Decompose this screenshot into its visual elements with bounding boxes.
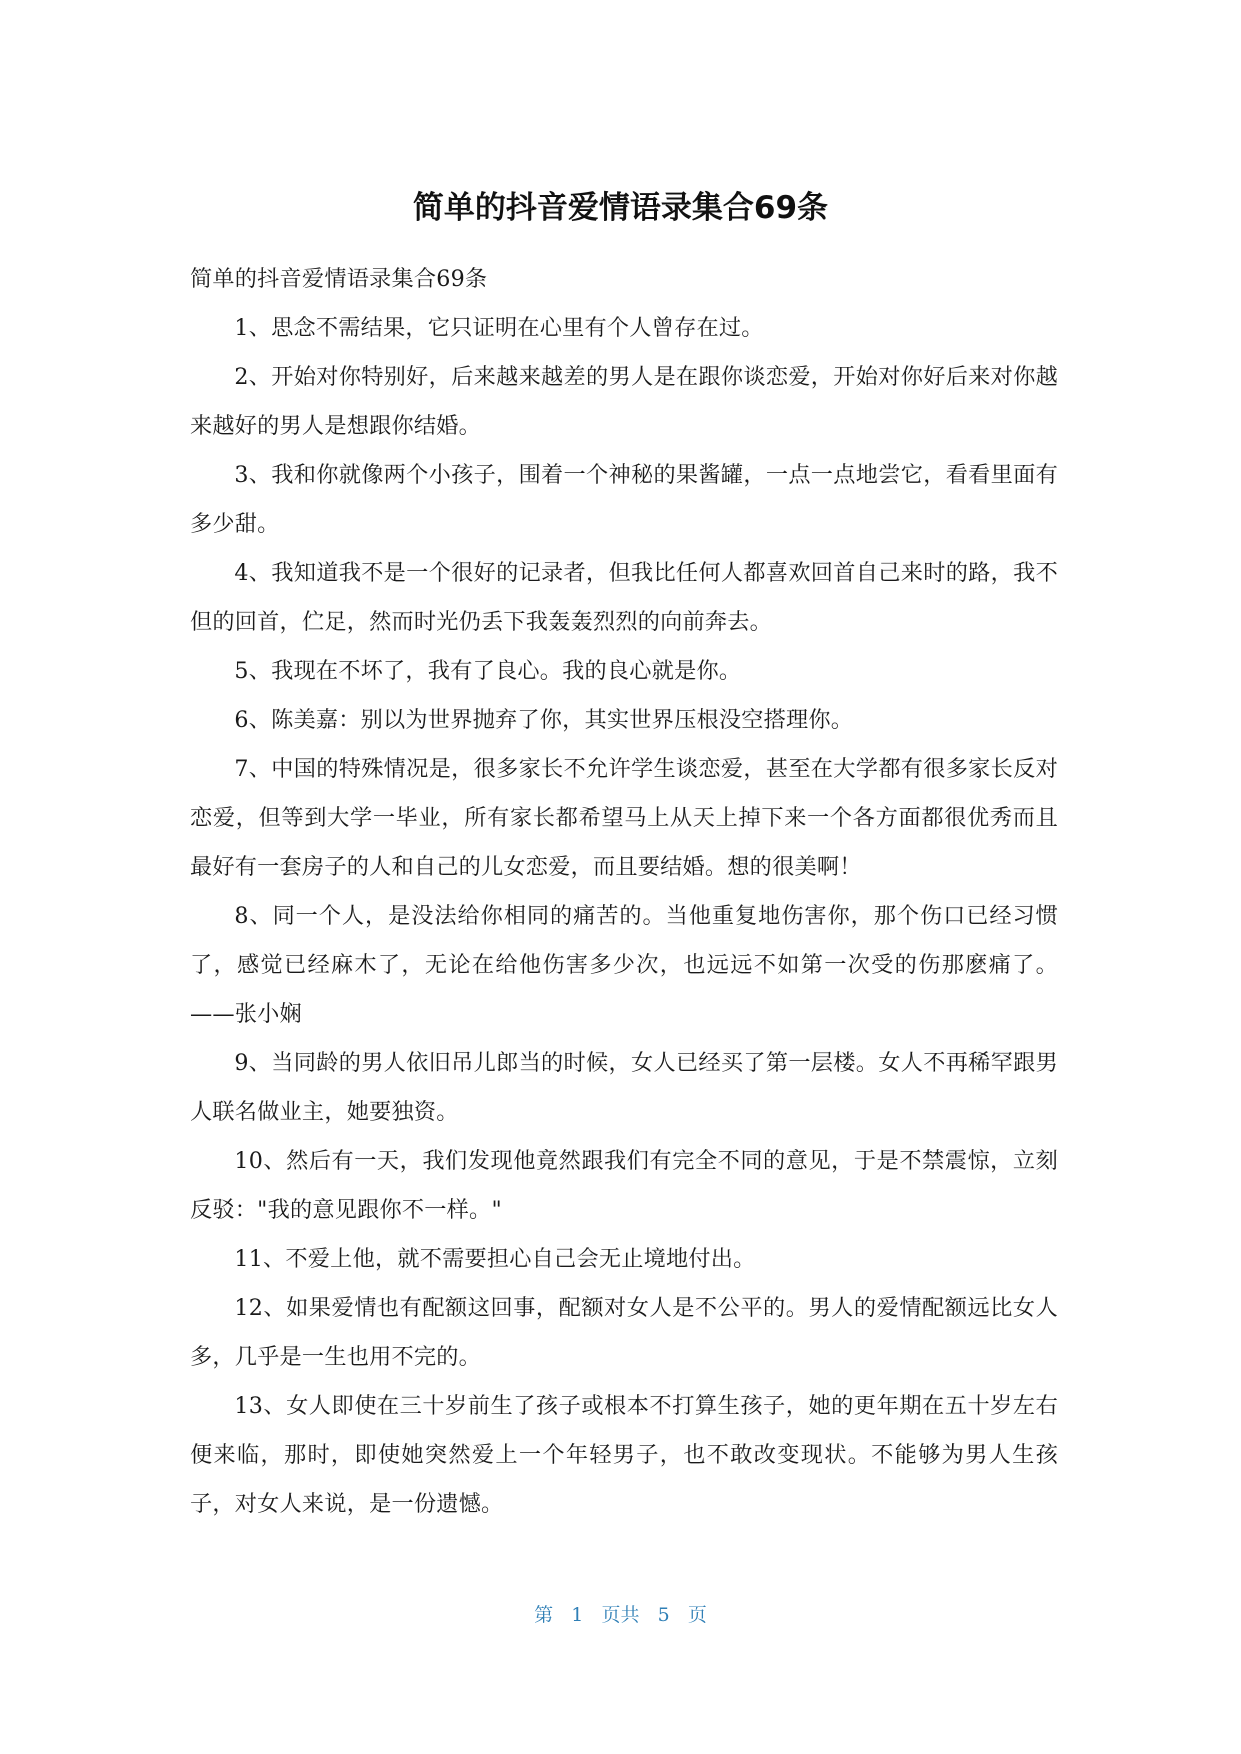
quote-item-7: 7、中国的特殊情况是，很多家长不允许学生谈恋爱，甚至在大学都有很多家长反对恋爱，但等到大学一毕业，所有家长都希望马上从天上掉下来一个各方面都很优秀而且最好有一套房子的人和自己的儿女恋爱，而且要结婚。想的很美啊！: [190, 756, 1058, 880]
lead-paragraph: 简单的抖音爱情语录集合69条: [190, 266, 488, 292]
quote-item-6: 6、陈美嘉：别以为世界抛弃了你，其实世界压根没空搭理你。: [234, 707, 854, 733]
total-pages-number: 5: [657, 1604, 670, 1626]
quote-item-2: 2、开始对你特别好，后来越来越差的男人是在跟你谈恋爱，开始对你好后来对你越来越好的男人是想跟你结婚。: [190, 364, 1058, 439]
quote-item-3: 3、我和你就像两个小孩子，围着一个神秘的果酱罐，一点一点地尝它，看看里面有多少甜。: [190, 462, 1058, 537]
quote-item-5: 5、我现在不坏了，我有了良心。我的良心就是你。: [234, 658, 742, 684]
footer-prefix: 第: [534, 1604, 554, 1626]
quote-item-4: 4、我知道我不是一个很好的记录者，但我比任何人都喜欢回首自己来时的路，我不但的回首，伫足，然而时光仍丢下我轰轰烈烈的向前奔去。: [190, 560, 1058, 635]
document-title: 简单的抖音爱情语录集合69条: [412, 190, 829, 226]
page-footer: [0, 1600, 1241, 1630]
current-page-number: 1: [571, 1604, 584, 1626]
quote-item-10: 10、然后有一天，我们发现他竟然跟我们有完全不同的意见，于是不禁震惊，立刻反驳："我的意见跟你不一样。": [190, 1148, 1058, 1223]
quote-item-9: 9、当同龄的男人依旧吊儿郎当的时候，女人已经买了第一层楼。女人不再稀罕跟男人联名做业主，她要独资。: [190, 1050, 1058, 1125]
quote-item-11: 11、不爱上他，就不需要担心自己会无止境地付出。: [234, 1246, 756, 1272]
document-body: [190, 255, 1058, 1529]
footer-middle: 页共: [601, 1604, 640, 1626]
quote-item-8: 8、同一个人，是没法给你相同的痛苦的。当他重复地伤害你，那个伤口已经习惯了，感觉已经麻木了，无论在给他伤害多少次，也远远不如第一次受的伤那麽痛了。——张小娴: [190, 903, 1058, 1027]
quote-item-13: 13、女人即使在三十岁前生了孩子或根本不打算生孩子，她的更年期在五十岁左右便来临，那时，即使她突然爱上一个年轻男子，也不敢改变现状。不能够为男人生孩子，对女人来说，是一份遗憾。: [190, 1393, 1058, 1517]
quote-item-12: 12、如果爱情也有配额这回事，配额对女人是不公平的。男人的爱情配额远比女人多，几乎是一生也用不完的。: [190, 1295, 1058, 1370]
quote-item-1: 1、思念不需结果，它只证明在心里有个人曾存在过。: [234, 315, 764, 341]
footer-suffix: 页: [687, 1604, 707, 1626]
